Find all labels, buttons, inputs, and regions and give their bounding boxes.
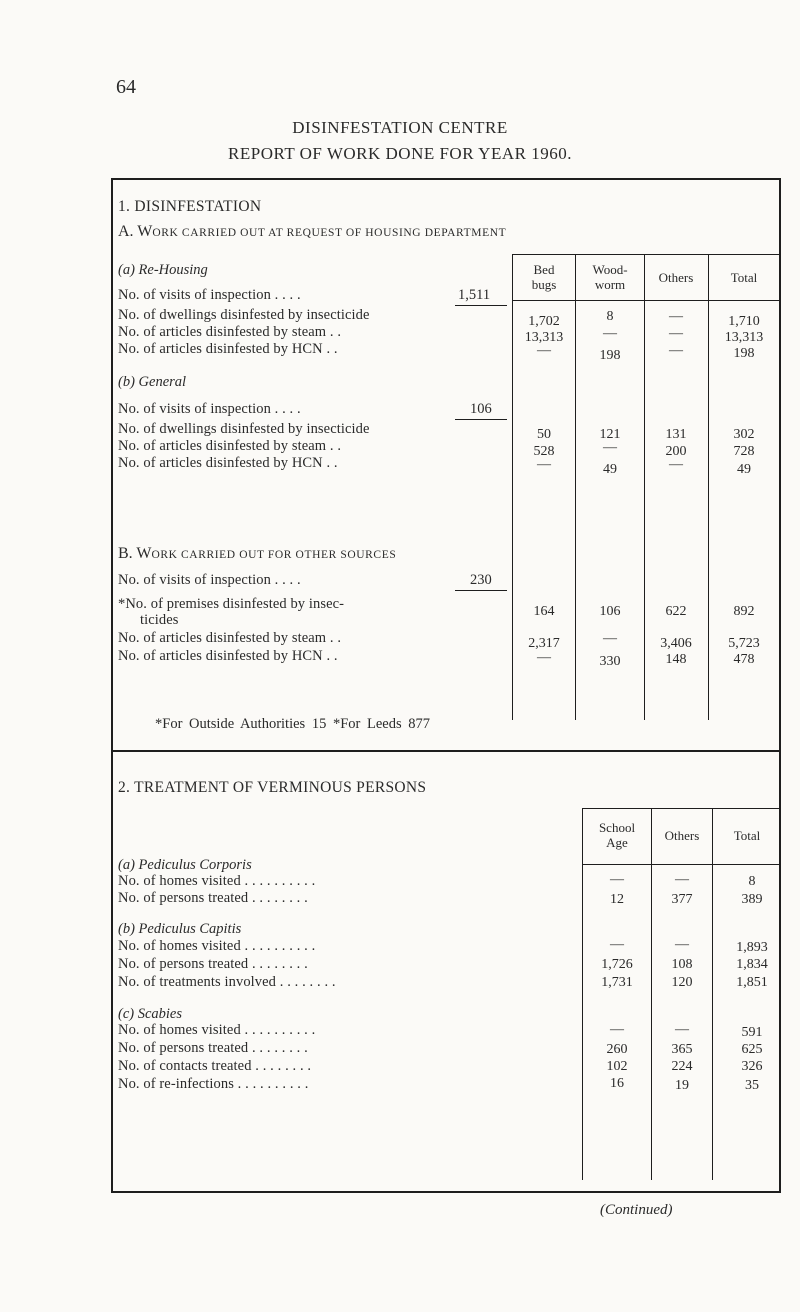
table2-header-rule: [582, 864, 780, 865]
cell2-b1-school: —: [610, 937, 624, 952]
cell2-b3-school: 1,731: [601, 975, 633, 990]
table1-top-rule: [512, 254, 780, 255]
group-b-visits-label: No. of visits of inspection . . . .: [118, 401, 301, 417]
table2-col-line-1: [582, 808, 583, 1180]
cell2-c3-others: 224: [671, 1059, 693, 1074]
cell2-c1-total: 591: [741, 1025, 763, 1040]
row-b3-label: No. of articles disinfested by HCN . .: [118, 455, 338, 471]
group2-c-title: (c) Scabies: [118, 1006, 183, 1022]
group-b-visits-value: 106: [470, 401, 492, 417]
cell-B2-bedbugs: 2,317: [528, 636, 560, 651]
cell-b3-others: —: [669, 457, 683, 472]
col-header-total: Total: [730, 270, 758, 285]
row2-b1-label: No. of homes visited . . . . . . . . . .: [118, 938, 316, 954]
cell2-c4-others: 19: [675, 1078, 689, 1093]
cell-b2-total: 728: [733, 444, 755, 459]
row-B2-label: No. of articles disinfested by steam . .: [118, 630, 342, 646]
cell-a2-woodworm: —: [603, 326, 617, 341]
cell-b2-woodworm: —: [603, 440, 617, 455]
group-B-visits-rule: [455, 590, 507, 591]
col-header2-total: Total: [733, 828, 761, 843]
cell-B2-others: 3,406: [660, 636, 692, 651]
table2-col-line-2: [651, 808, 652, 1180]
group2-a-title: (a) Pediculus Corporis: [118, 857, 252, 873]
cell-B3-bedbugs: —: [537, 650, 551, 665]
row2-a2-label: No. of persons treated . . . . . . . .: [118, 890, 308, 906]
cell-a1-bedbugs: 1,702: [528, 314, 560, 329]
cell2-a1-total: 8: [748, 874, 756, 889]
cell-b3-bedbugs: —: [537, 457, 551, 472]
section1-heading: 1. DISINFESTATION: [118, 198, 262, 215]
table1-col-line-4: [708, 254, 709, 720]
cell-b2-others: 200: [665, 444, 687, 459]
table1-col-line-3: [644, 254, 645, 720]
cell-B1-others: 622: [665, 604, 687, 619]
cell2-b3-total: 1,851: [736, 975, 768, 990]
report-title: DISINFESTATION CENTRE: [292, 118, 508, 137]
cell-B1-bedbugs: 164: [533, 604, 555, 619]
col-header-bed-bugs: Bed bugs: [531, 262, 557, 292]
cell-b1-total: 302: [733, 427, 755, 442]
cell2-c1-others: —: [675, 1022, 689, 1037]
cell2-c4-total: 35: [745, 1078, 759, 1093]
cell2-a2-others: 377: [671, 892, 693, 907]
cell2-c2-school: 260: [606, 1042, 628, 1057]
section2-heading: 2. TREATMENT OF VERMINOUS PERSONS: [118, 779, 427, 796]
cell2-c4-school: 16: [610, 1076, 624, 1091]
row-B1-label-cont: ticides: [140, 612, 179, 628]
group-a-visits-label: No. of visits of inspection . . . .: [118, 287, 301, 303]
group-B-title: B. WORK CARRIED OUT FOR OTHER SOURCES: [118, 545, 397, 562]
cell-B1-total: 892: [733, 604, 755, 619]
cell-b1-bedbugs: 50: [537, 427, 551, 442]
col-header-school-age: School Age: [598, 820, 636, 850]
table1-header-rule: [512, 300, 780, 301]
table2-col-line-3: [712, 808, 713, 1180]
cell2-b2-others: 108: [671, 957, 693, 972]
report-subtitle: REPORT OF WORK DONE FOR YEAR 1960.: [228, 144, 572, 163]
group-b-visits-rule: [455, 419, 507, 420]
section-divider: [111, 750, 781, 752]
cell2-b2-total: 1,834: [736, 957, 768, 972]
footnote: *For Outside Authorities 15 *For Leeds 877: [155, 716, 430, 732]
row2-a1-label: No. of homes visited . . . . . . . . . .: [118, 873, 316, 889]
group-b-title: (b) General: [118, 374, 187, 390]
cell-a2-total: 13,313: [724, 330, 764, 345]
row2-c1-label: No. of homes visited . . . . . . . . . .: [118, 1022, 316, 1038]
cell2-a2-total: 389: [741, 892, 763, 907]
cell2-c3-total: 326: [741, 1059, 763, 1074]
col-header-others: Others: [658, 270, 694, 285]
cell-B3-others: 148: [665, 652, 687, 667]
section1-subheading: A. WORK CARRIED OUT AT REQUEST OF HOUSING DEPARTMENT: [118, 223, 507, 240]
row2-c2-label: No. of persons treated . . . . . . . .: [118, 1040, 308, 1056]
cell2-b3-others: 120: [671, 975, 693, 990]
cell2-b2-school: 1,726: [601, 957, 633, 972]
table2-top-rule: [582, 808, 780, 809]
cell-B1-woodworm: 106: [599, 604, 621, 619]
cell2-c2-total: 625: [741, 1042, 763, 1057]
continued-note: (Continued): [600, 1202, 673, 1218]
cell-b2-bedbugs: 528: [533, 444, 555, 459]
table1-col-line-1: [512, 254, 513, 720]
cell-b3-woodworm: 49: [603, 462, 617, 477]
row-a3-label: No. of articles disinfested by HCN . .: [118, 341, 338, 357]
cell2-b1-total: 1,893: [736, 940, 768, 955]
cell-b3-total: 49: [737, 462, 751, 477]
row-B1-label: *No. of premises disinfested by insec-: [118, 596, 345, 612]
row-b1-label: No. of dwellings disinfested by insecticide: [118, 421, 370, 437]
cell2-c2-others: 365: [671, 1042, 693, 1057]
cell-B3-total: 478: [733, 652, 755, 667]
row2-c3-label: No. of contacts treated . . . . . . . .: [118, 1058, 312, 1074]
cell-a3-woodworm: 198: [599, 348, 621, 363]
cell-a1-woodworm: 8: [606, 309, 614, 324]
cell-a1-others: —: [669, 309, 683, 324]
cell-a3-others: —: [669, 343, 683, 358]
row-a1-label: No. of dwellings disinfested by insecticide: [118, 307, 370, 323]
row-b2-label: No. of articles disinfested by steam . .: [118, 438, 342, 454]
cell-B2-woodworm: —: [603, 631, 617, 646]
cell-a3-bedbugs: —: [537, 343, 551, 358]
col-header-wood-worm: Wood-worm: [592, 262, 628, 292]
page-number: 64: [116, 76, 136, 98]
row-a2-label: No. of articles disinfested by steam . .: [118, 324, 342, 340]
row-B3-label: No. of articles disinfested by HCN . .: [118, 648, 338, 664]
cell2-a1-school: —: [610, 872, 624, 887]
cell-b1-woodworm: 121: [599, 427, 621, 442]
cell-B2-total: 5,723: [728, 636, 760, 651]
cell-a2-others: —: [669, 326, 683, 341]
cell-a3-total: 198: [733, 346, 755, 361]
row2-b2-label: No. of persons treated . . . . . . . .: [118, 956, 308, 972]
cell-a2-bedbugs: 13,313: [524, 330, 564, 345]
group-B-visits-label: No. of visits of inspection . . . .: [118, 572, 301, 588]
cell2-c3-school: 102: [606, 1059, 628, 1074]
col-header2-others: Others: [664, 828, 700, 843]
group-a-visits-value: 1,511: [458, 287, 491, 303]
group2-b-title: (b) Pediculus Capitis: [118, 921, 242, 937]
table1-col-line-2: [575, 254, 576, 720]
cell2-a2-school: 12: [610, 892, 624, 907]
cell2-c1-school: —: [610, 1022, 624, 1037]
row2-b3-label: No. of treatments involved . . . . . . . .: [118, 974, 336, 990]
cell2-b1-others: —: [675, 937, 689, 952]
cell2-a1-others: —: [675, 872, 689, 887]
group-B-visits-value: 230: [470, 572, 492, 588]
group-a-title: (a) Re-Housing: [118, 262, 208, 278]
cell-B3-woodworm: 330: [599, 654, 621, 669]
cell-a1-total: 1,710: [728, 314, 760, 329]
cell-b1-others: 131: [665, 427, 687, 442]
row2-c4-label: No. of re-infections . . . . . . . . . .: [118, 1076, 309, 1092]
group-a-visits-rule: [455, 305, 507, 306]
